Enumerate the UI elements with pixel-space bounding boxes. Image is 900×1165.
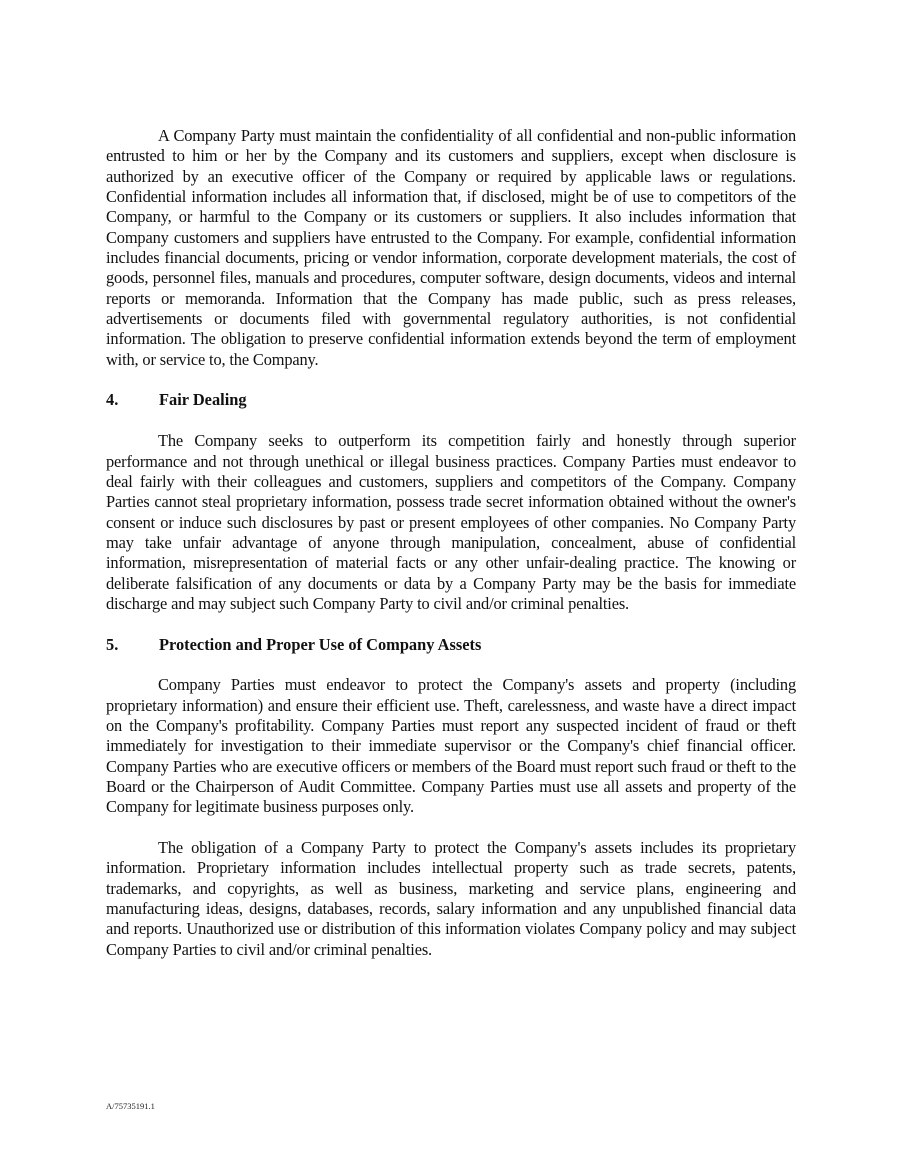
spacer — [106, 411, 796, 431]
paragraph-fair-dealing: The Company seeks to outperform its competition fairly and honestly through superior performance and not through unethical or illegal business practices. Company Parties must endeavor to deal fairly with their colleagues and customers, suppliers and competitors of the Company. Company Parties cannot steal proprietary information, possess trade secret information obtained without the owner's consent or induce such disclosures by past or present employees of other companies. No Company Party may take unfair advantage of anyone through manipulation, concealment, abuse of confidential information, misrepresentation of material facts or any other unfair-dealing practice. The knowing or deliberate falsification of any documents or data by a Company Party may be the basis for immediate discharge and may subject such Company Party to civil and/or criminal penalties. — [106, 431, 796, 613]
document-id-footer: A/75735191.1 — [106, 1101, 155, 1111]
document-page — [106, 126, 796, 960]
section-number: 4. — [106, 390, 119, 410]
section-heading-protection-of-assets — [106, 635, 796, 655]
section-title: Fair Dealing — [159, 390, 247, 410]
spacer — [106, 818, 796, 838]
spacer — [106, 655, 796, 675]
paragraph-confidentiality: A Company Party must maintain the confidentiality of all confidential and non-public information entrusted to him or her by the Company and its customers and suppliers, except when disclosure is authorized by an executive officer of the Company or required by applicable laws or regulations. Confidential information includes all information that, if disclosed, might be of use to competitors of the Company, or harmful to the Company or its customers or suppliers. It also includes information that Company customers and suppliers have entrusted to the Company. For example, confidential information includes financial documents, pricing or vendor information, corporate development materials, the cost of goods, personnel files, manuals and procedures, computer software, design documents, videos and internal reports or memoranda. Information that the Company has made public, such as press releases, advertisements or documents filed with governmental regulatory authorities, is not confidential information. The obligation to preserve confidential information extends beyond the term of employment with, or service to, the Company. — [106, 126, 796, 369]
section-number: 5. — [106, 634, 119, 654]
section-title: Protection and Proper Use of Company Assets — [159, 634, 482, 654]
section-heading-fair-dealing — [106, 390, 796, 410]
paragraph-proprietary-information: The obligation of a Company Party to protect the Company's assets includes its proprietary information. Proprietary information includes intellectual property such as trade secrets, patents, trademarks, and copyrights, as well as business, marketing and service plans, engineering and manufacturing ideas, designs, databases, records, salary information and any unpublished financial data and reports. Unauthorized use or distribution of this information violates Company policy and may subject Company Parties to civil and/or criminal penalties. — [106, 838, 796, 959]
spacer — [106, 614, 796, 634]
paragraph-protect-assets: Company Parties must endeavor to protect the Company's assets and property (including proprietary information) and ensure their efficient use. Theft, carelessness, and waste have a direct impact on the Company's profitability. Company Parties must report any suspected incident of fraud or theft immediately for investigation to their immediate supervisor or the Company's chief financial officer. Company Parties who are executive officers or members of the Board must report such fraud or theft to the Board or the Chairperson of Audit Committee. Company Parties must use all assets and property of the Company for legitimate business purposes only. — [106, 675, 796, 817]
spacer — [106, 370, 796, 390]
